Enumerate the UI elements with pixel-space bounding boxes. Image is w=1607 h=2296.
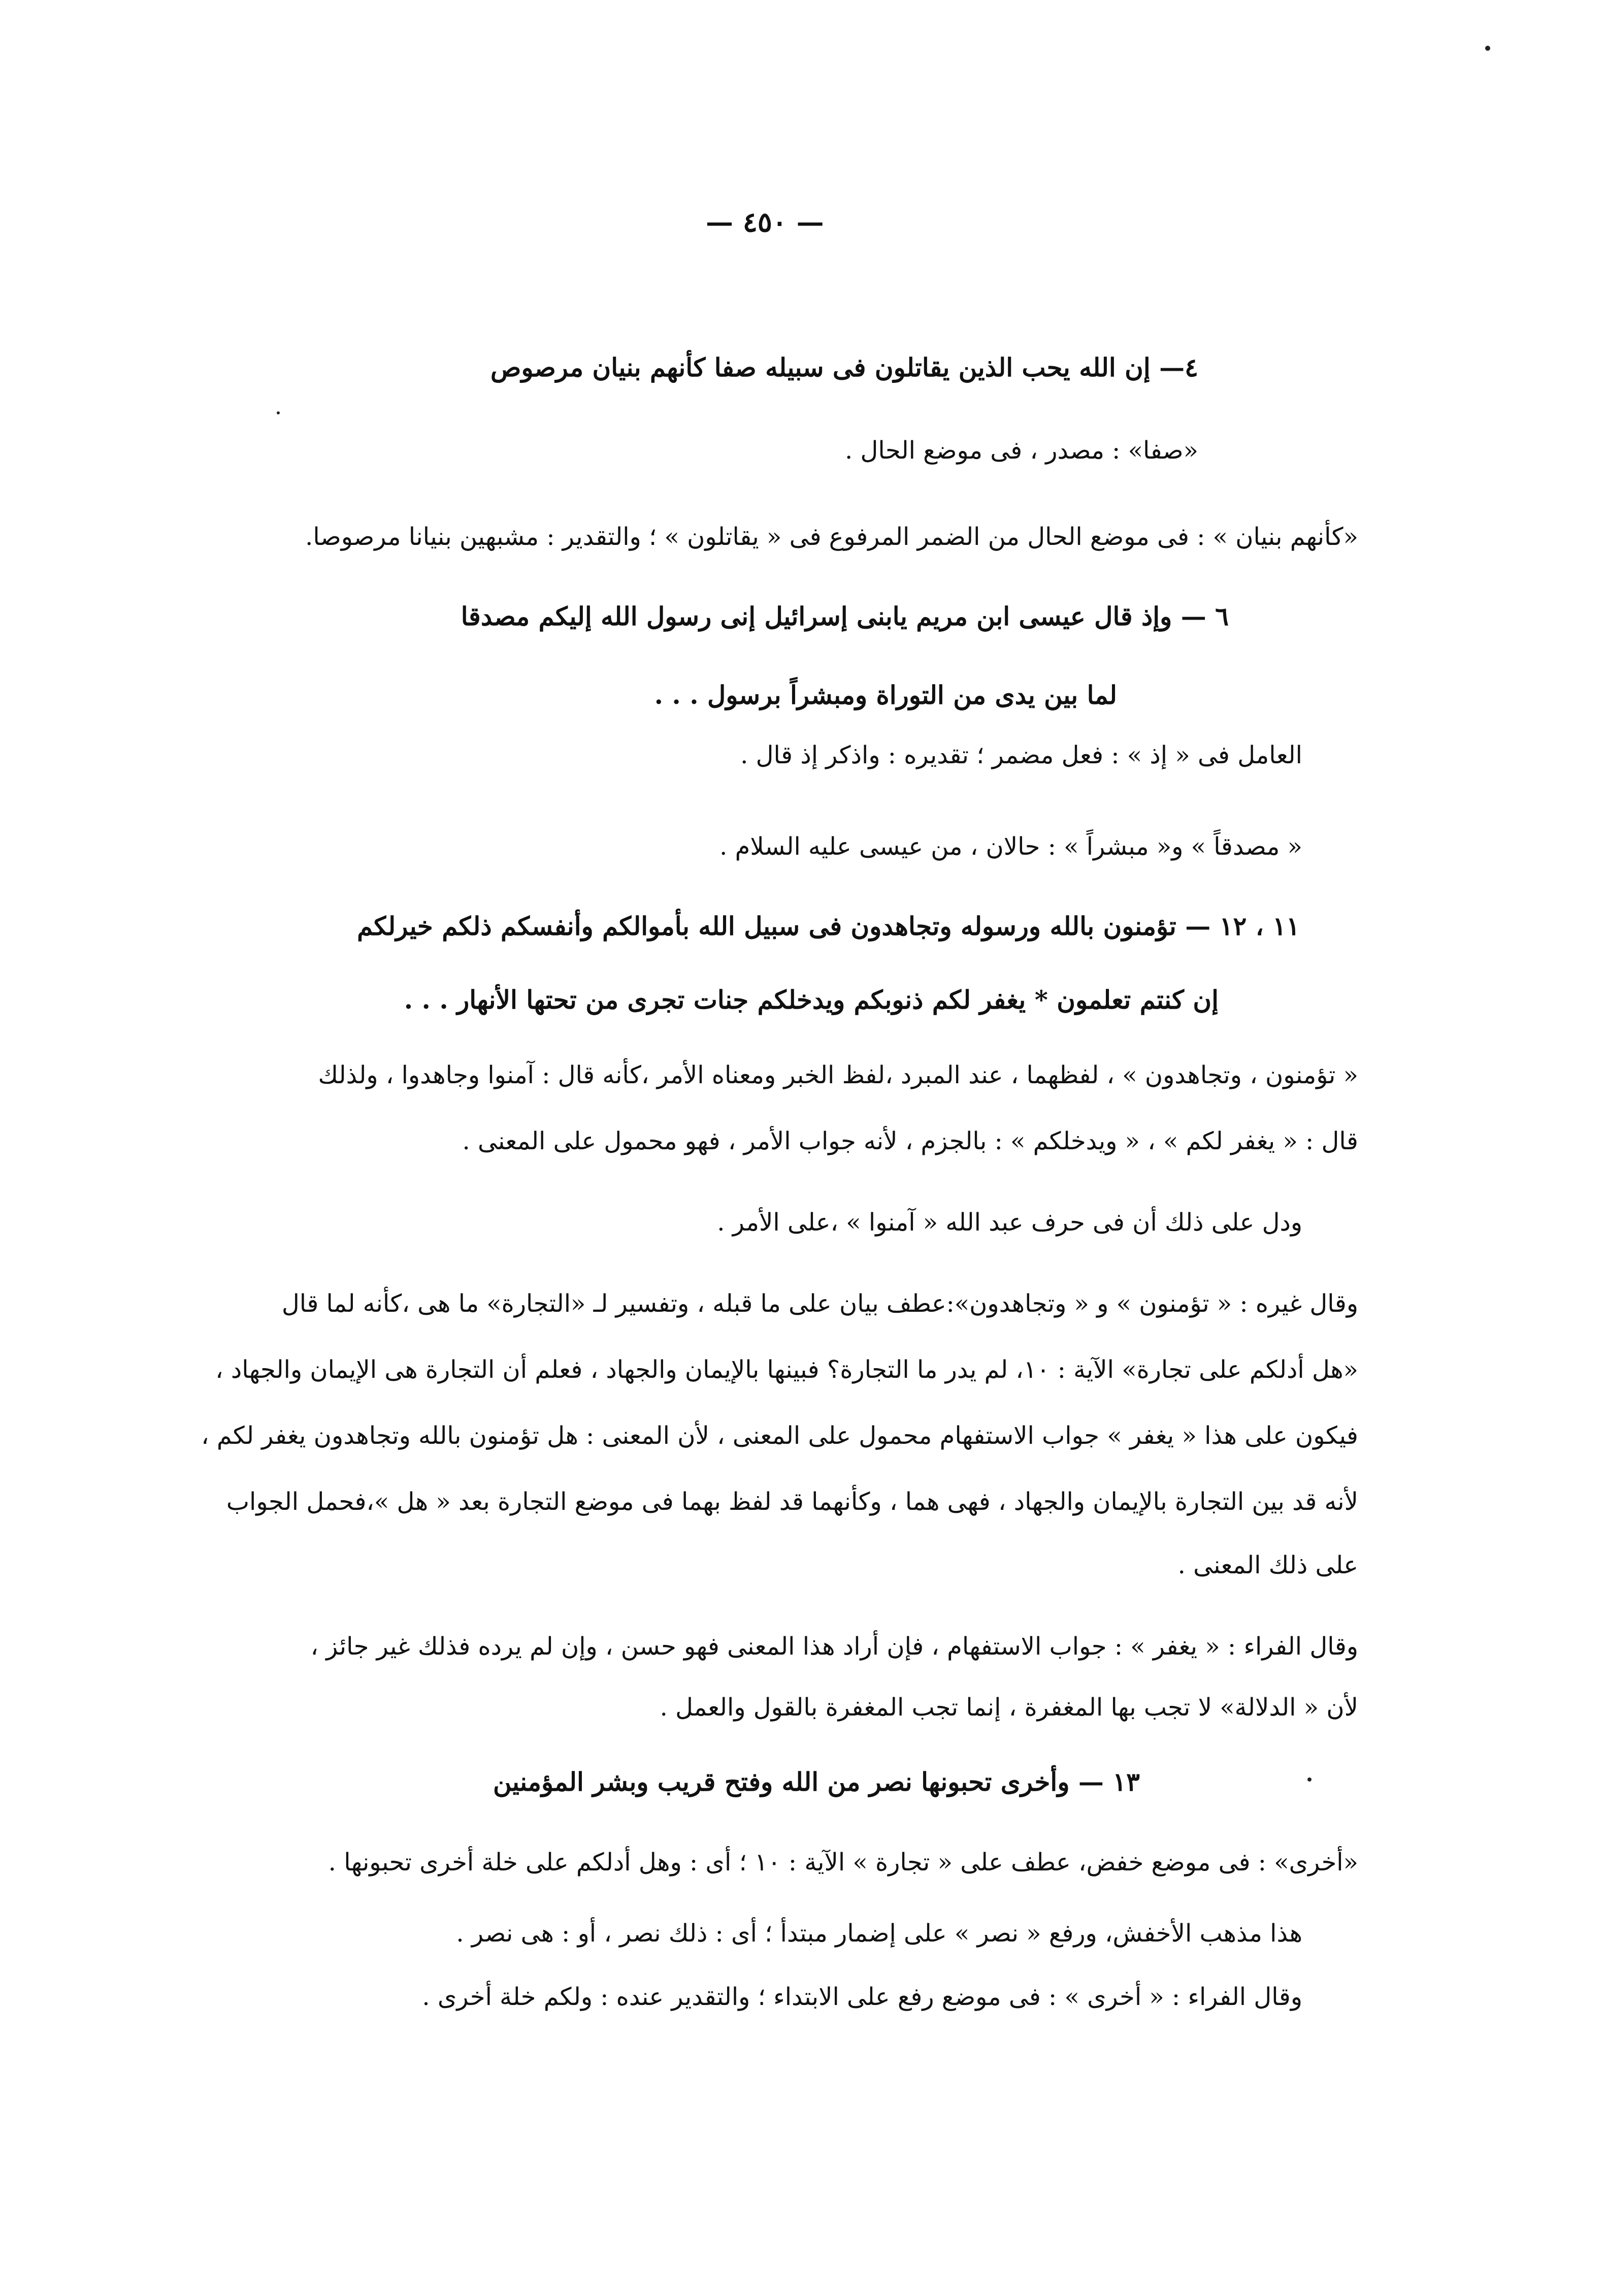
verse-line: إن كنتم تعلمون * يغفر لكم ذنوبكم ويدخلكم جنات تجرى من تحتها الأنهار . . . [404,985,1219,1015]
page-number: — ٤٥٠ — [706,206,824,238]
commentary-line: «كأنهم بنيان » : فى موضع الحال من الضمر المرفوع فى « يقاتلون » ؛ والتقدير : مشبهين بنيانا مرصوصا. [305,523,1358,551]
verse-line: لما بين يدى من التوراة ومبشراً برسول . . . [654,680,1117,710]
verse-line: ٦ — وإذ قال عيسى ابن مريم يابنى إسرائيل إنى رسول الله إليكم مصدقا [461,601,1229,631]
commentary-line: لأنه قد بين التجارة بالإيمان والجهاد ، فهى هما ، وكأنهما قد لفظ بهما فى موضع التجارة بعد « هل »،فحمل الجواب [226,1487,1358,1516]
commentary-line: قال : « يغفر لكم » ، « ويدخلكم » : بالجزم ، لأنه جواب الأمر ، فهو محمول على المعنى . [462,1127,1358,1155]
verse-line: ١٣ — وأخرى تحبونها نصر من الله وفتح قريب وبشر المؤمنين [493,1767,1140,1797]
commentary-line: « مصدقاً » و« مبشراً » : حالان ، من عيسى عليه السلام . [719,832,1302,861]
commentary-line: وقال غيره : « تؤمنون » و « وتجاهدون»:عطف بيان على ما قبله ، وتفسير لـ «التجارة» ما هى ،كأنه لما قال [281,1289,1358,1318]
commentary-line: ودل على ذلك أن فى حرف عبد الله « آمنوا » ،على الأمر . [717,1208,1302,1237]
commentary-line: وقال الفراء : « أخرى » : فى موضع رفع على الابتداء ؛ والتقدير عنده : ولكم خلة أخرى . [422,1983,1302,2011]
commentary-line: هذا مذهب الأخفش، ورفع « نصر » على إضمار مبتدأ ؛ أى : ذلك نصر ، أو : هى نصر . [456,1919,1302,1948]
scan-speck [1485,46,1490,51]
commentary-line: العامل فى « إذ » : فعل مضمر ؛ تقديره : واذكر إذ قال . [740,741,1302,769]
commentary-line: فيكون على هذا « يغفر » جواب الاستفهام محمول على المعنى ، لأن المعنى : هل تؤمنون بالله وتجاهدون يغفر لكم ، [201,1421,1358,1450]
commentary-line: « تؤمنون ، وتجاهدون » ، لفظهما ، عند المبرد ،لفظ الخبر ومعناه الأمر ،كأنه قال : آمنوا وجاهدوا ، ولذلك [318,1061,1358,1089]
commentary-line: «صفا» : مصدر ، فى موضع الحال . [844,436,1198,465]
commentary-line: وقال الفراء : « يغفر » : جواب الاستفهام ، فإن أراد هذا المعنى فهو حسن ، وإن لم يرده فذلك غير جائز ، [310,1632,1358,1661]
scan-speck [277,411,280,414]
verse-line: ١١ ، ١٢ — تؤمنون بالله ورسوله وتجاهدون فى سبيل الله بأموالكم وأنفسكم ذلكم خيرلكم [357,911,1300,941]
commentary-line: «أخرى» : فى موضع خفض، عطف على « تجارة » الآية : ١٠ ؛ أى : وهل أدلكم على خلة أخرى تحبونها . [328,1848,1358,1877]
commentary-line: «هل أدلكم على تجارة» الآية : ١٠، لم يدر ما التجارة؟ فبينها بالإيمان والجهاد ، فعلم أن التجارة هى الإيمان والجهاد ، [215,1355,1358,1384]
commentary-line: لأن « الدلالة» لا تجب بها المغفرة ، إنما تجب المغفرة بالقول والعمل . [660,1693,1358,1722]
scan-speck [1307,1777,1311,1782]
verse-line: ٤— إن الله يحب الذين يقاتلون فى سبيله صفا كأنهم بنيان مرصوص [490,352,1198,382]
commentary-line: على ذلك المعنى . [1177,1551,1358,1579]
